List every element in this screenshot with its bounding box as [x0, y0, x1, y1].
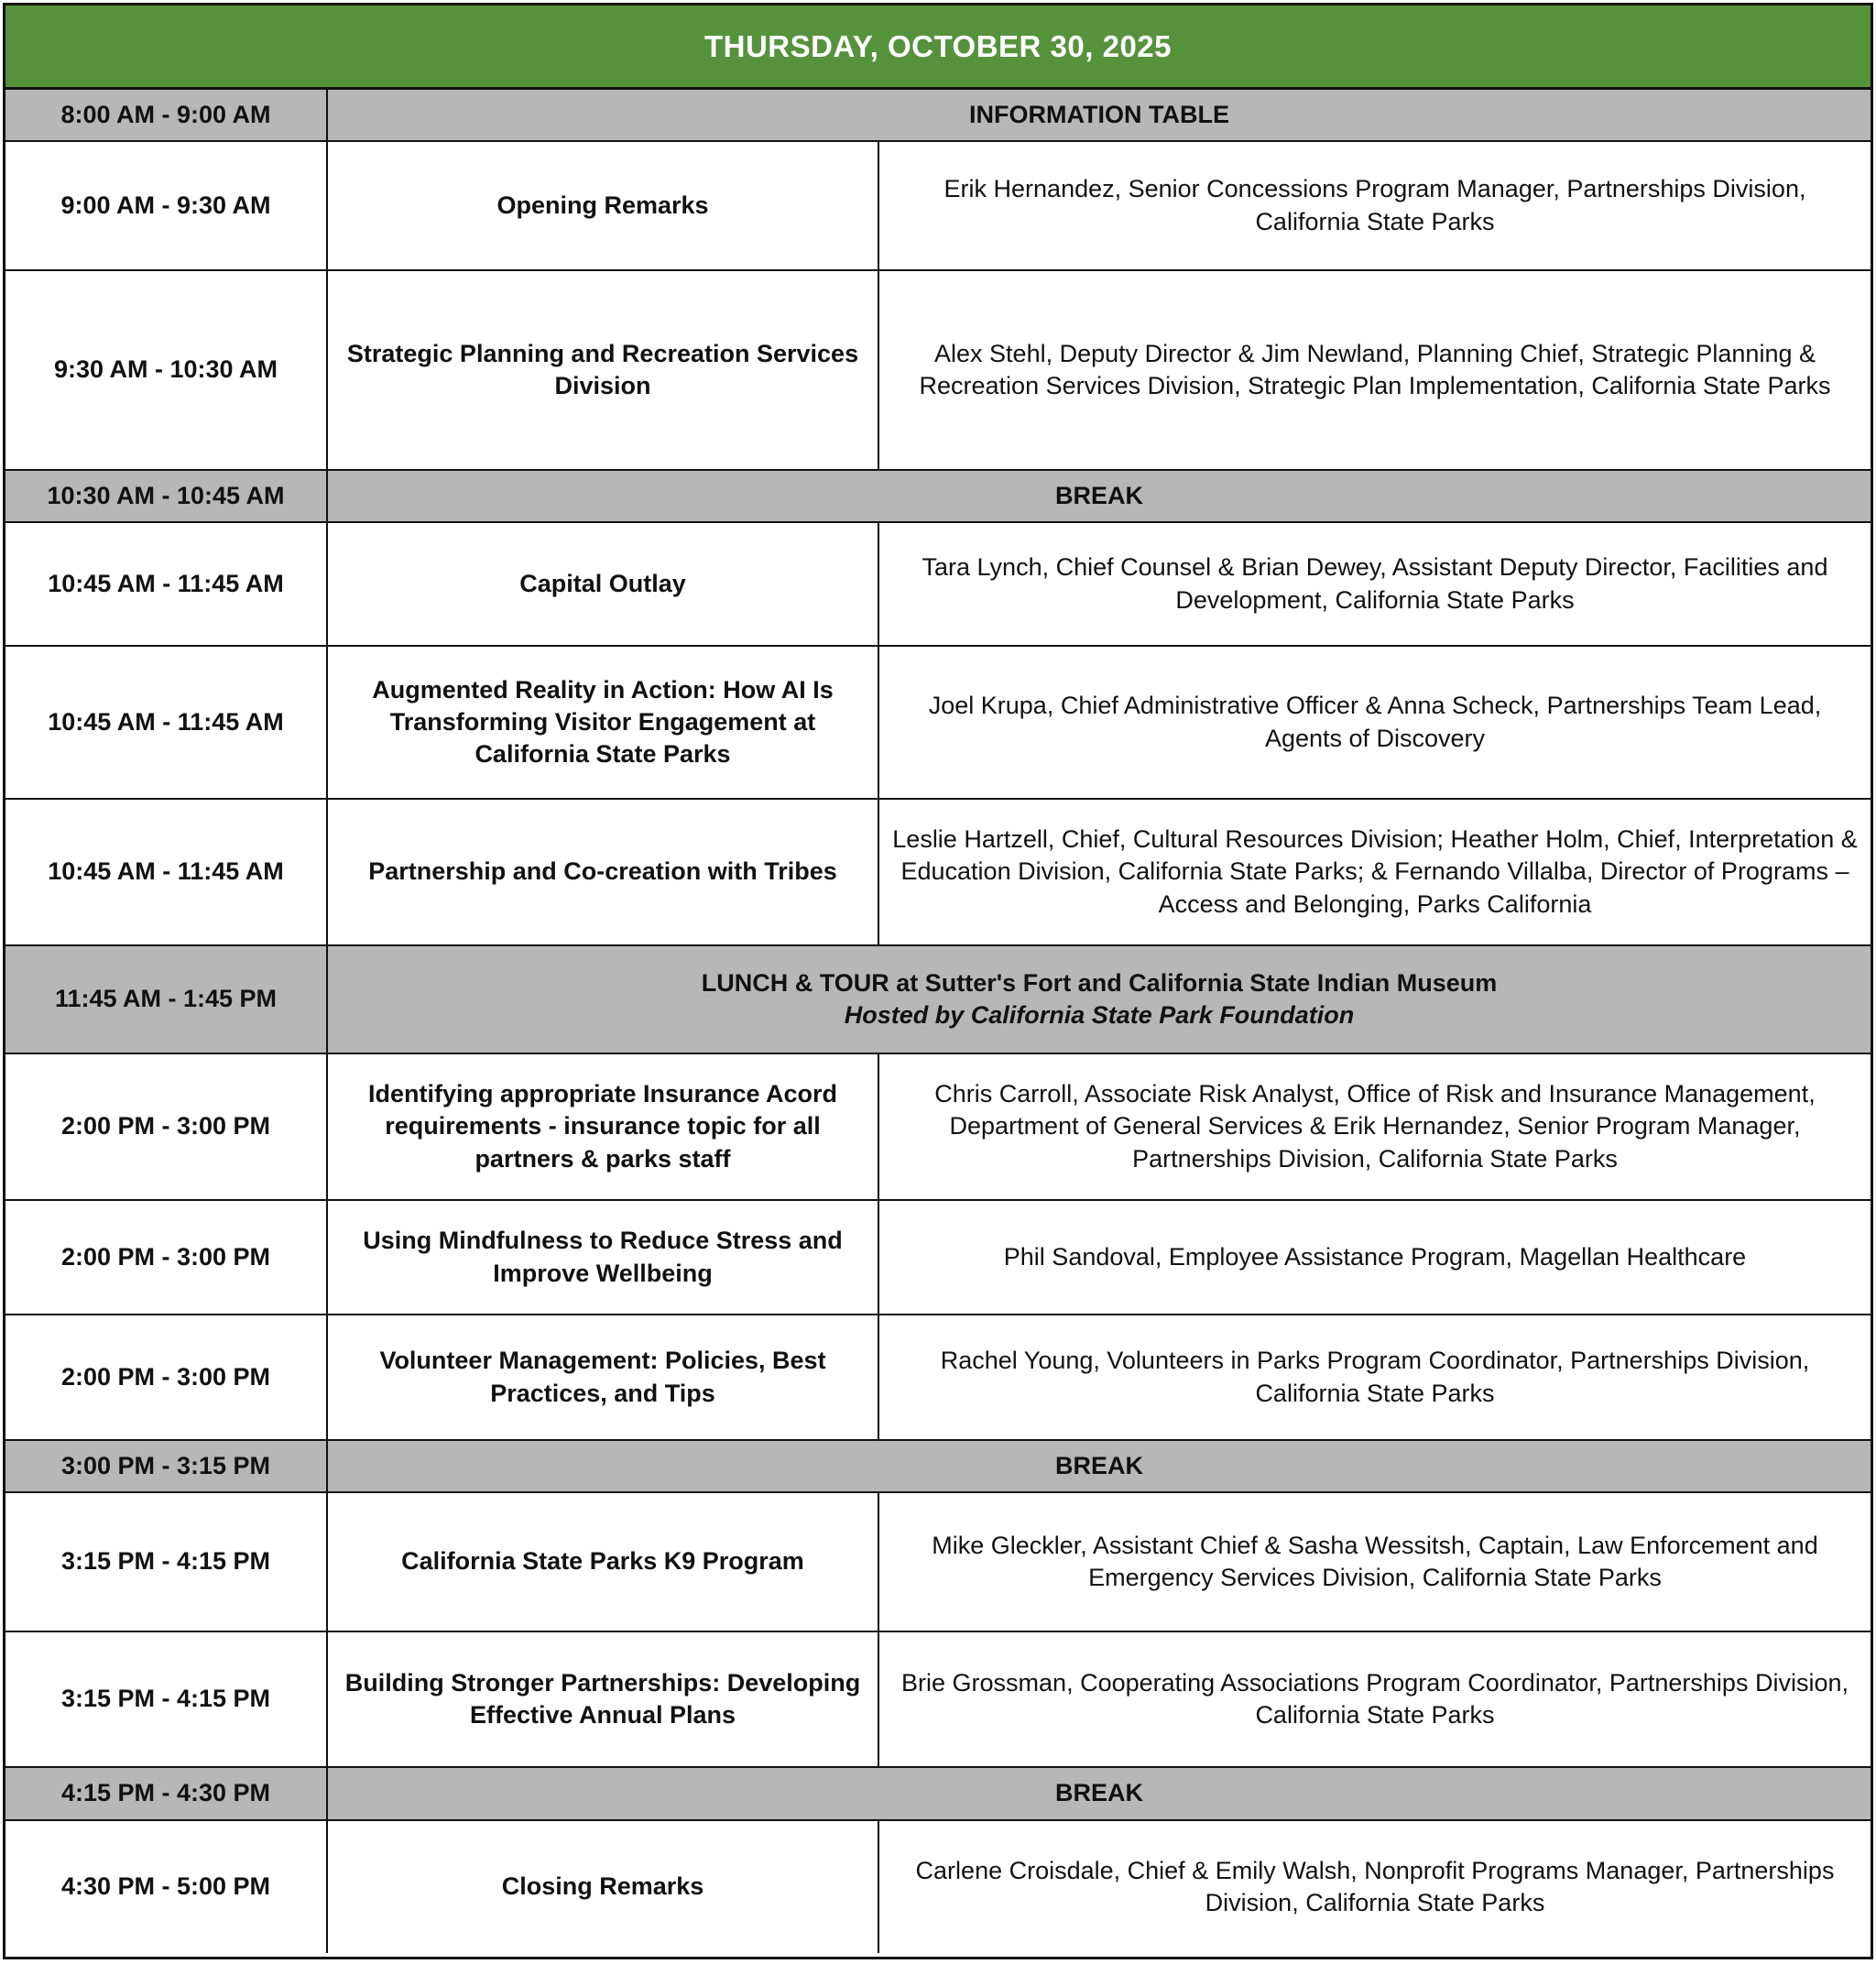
banner-label: [327, 945, 1871, 1053]
session-time: 10:45 AM - 11:45 AM: [5, 522, 327, 646]
session-time: 4:15 PM - 4:30 PM: [5, 1767, 327, 1820]
session-speakers: Brie Grossman, Cooperating Associations Program Coordinator, Partnerships Division, California State Parks: [878, 1631, 1871, 1767]
session-time: 3:15 PM - 4:15 PM: [5, 1631, 327, 1767]
session-time: 2:00 PM - 3:00 PM: [5, 1315, 327, 1440]
session-title: Using Mindfulness to Reduce Stress and Improve Wellbeing: [327, 1200, 878, 1315]
table-row: [5, 522, 1871, 646]
agenda-sheet: [3, 3, 1873, 1959]
table-row: [5, 270, 1871, 470]
session-speakers: Rachel Young, Volunteers in Parks Program Coordinator, Partnerships Division, California State Parks: [878, 1315, 1871, 1440]
page-title: THURSDAY, OCTOBER 30, 2025: [5, 5, 1871, 90]
agenda-table: [5, 90, 1871, 1953]
table-row: [5, 799, 1871, 945]
table-row: [5, 470, 1871, 522]
session-title: Partnership and Co-creation with Tribes: [327, 799, 878, 945]
session-time: 9:00 AM - 9:30 AM: [5, 141, 327, 270]
session-speakers: Joel Krupa, Chief Administrative Officer & Anna Scheck, Partnerships Team Lead, Agents of Discovery: [878, 646, 1871, 799]
session-speakers: Mike Gleckler, Assistant Chief & Sasha Wessitsh, Captain, Law Enforcement and Emergency Services Division, California State Parks: [878, 1492, 1871, 1631]
table-row: [5, 1053, 1871, 1200]
session-title: Closing Remarks: [327, 1820, 878, 1953]
session-title: Volunteer Management: Policies, Best Practices, and Tips: [327, 1315, 878, 1440]
session-title: Strategic Planning and Recreation Services Division: [327, 270, 878, 470]
table-row: [5, 141, 1871, 270]
banner-label: BREAK: [327, 470, 1871, 522]
session-time: 2:00 PM - 3:00 PM: [5, 1053, 327, 1200]
session-speakers: Leslie Hartzell, Chief, Cultural Resources Division; Heather Holm, Chief, Interpretation & Education Division, California State Parks; & Fernando Villalba, Director of Programs – Access and Belonging, Parks California: [878, 799, 1871, 945]
session-time: 9:30 AM - 10:30 AM: [5, 270, 327, 470]
session-time: 10:45 AM - 11:45 AM: [5, 646, 327, 799]
session-speakers: Alex Stehl, Deputy Director & Jim Newland, Planning Chief, Strategic Planning & Recreation Services Division, Strategic Plan Implementation, California State Parks: [878, 270, 1871, 470]
table-row: [5, 1767, 1871, 1820]
session-time: 8:00 AM - 9:00 AM: [5, 90, 327, 141]
session-title: Capital Outlay: [327, 522, 878, 646]
session-speakers: Phil Sandoval, Employee Assistance Program, Magellan Healthcare: [878, 1200, 1871, 1315]
banner-label: BREAK: [327, 1767, 1871, 1820]
session-title: California State Parks K9 Program: [327, 1492, 878, 1631]
session-time: 10:30 AM - 10:45 AM: [5, 470, 327, 522]
table-row: [5, 1200, 1871, 1315]
table-row: [5, 1492, 1871, 1631]
banner-label: INFORMATION TABLE: [327, 90, 1871, 141]
session-title: Augmented Reality in Action: How AI Is Transforming Visitor Engagement at California State Parks: [327, 646, 878, 799]
session-time: 3:15 PM - 4:15 PM: [5, 1492, 327, 1631]
table-row: [5, 646, 1871, 799]
session-speakers: Chris Carroll, Associate Risk Analyst, Office of Risk and Insurance Management, Department of General Services & Erik Hernandez, Senior Program Manager, Partnerships Division, California State Parks: [878, 1053, 1871, 1200]
table-row: [5, 1315, 1871, 1440]
banner-subtitle: Hosted by California State Park Foundation: [844, 1001, 1355, 1029]
session-speakers: Tara Lynch, Chief Counsel & Brian Dewey, Assistant Deputy Director, Facilities and Development, California State Parks: [878, 522, 1871, 646]
session-title: Opening Remarks: [327, 141, 878, 270]
table-row: [5, 90, 1871, 141]
table-row: [5, 1631, 1871, 1767]
session-time: 10:45 AM - 11:45 AM: [5, 799, 327, 945]
session-title: Identifying appropriate Insurance Acord requirements - insurance topic for all partners & parks staff: [327, 1053, 878, 1200]
session-time: 11:45 AM - 1:45 PM: [5, 945, 327, 1053]
table-row: [5, 1820, 1871, 1953]
banner-title: LUNCH & TOUR at Sutter's Fort and California State Indian Museum: [701, 968, 1498, 997]
table-row: [5, 1440, 1871, 1492]
banner-label: BREAK: [327, 1440, 1871, 1492]
session-time: 2:00 PM - 3:00 PM: [5, 1200, 327, 1315]
session-title: Building Stronger Partnerships: Developing Effective Annual Plans: [327, 1631, 878, 1767]
session-time: 3:00 PM - 3:15 PM: [5, 1440, 327, 1492]
table-row: [5, 945, 1871, 1053]
session-time: 4:30 PM - 5:00 PM: [5, 1820, 327, 1953]
session-speakers: Carlene Croisdale, Chief & Emily Walsh, Nonprofit Programs Manager, Partnerships Division, California State Parks: [878, 1820, 1871, 1953]
session-speakers: Erik Hernandez, Senior Concessions Program Manager, Partnerships Division, California State Parks: [878, 141, 1871, 270]
